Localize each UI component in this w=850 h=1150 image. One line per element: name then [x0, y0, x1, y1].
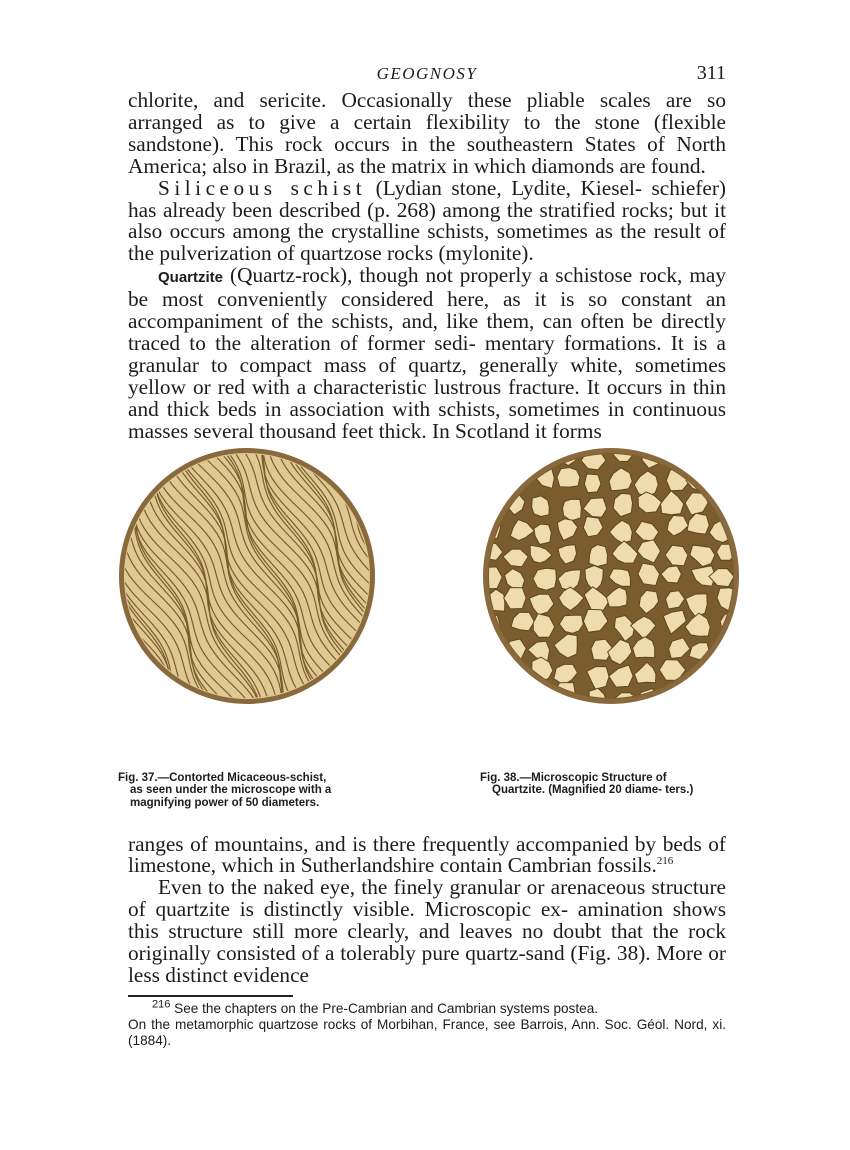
quartz-grain [482, 686, 500, 707]
figure-38-micrograph [480, 445, 742, 707]
quartz-grain [740, 562, 742, 588]
quartz-grain [741, 613, 742, 639]
quartz-grain [739, 584, 742, 607]
quartz-grain [557, 467, 580, 487]
paragraph-quartzite-text: (Quartz-rock), though not properly a schistose rock, may be most conveniently considered here, as it is so constant an accompaniment of the schists, and, like them, can often be directly traced to the alteration of former sedi- mentary formations. It is a granular to compact mass of quartz, generally white, sometimes yellow or red with a characteristic lustrous fracture. It occurs in thin and thick beds in association with schists, sometimes in continuous masses several thousand feet thick. In Scotland it forms [128, 263, 727, 443]
figure-37-micrograph [116, 445, 378, 707]
quartz-grain [532, 495, 550, 516]
footnote-rule [128, 995, 293, 997]
quartz-grain [741, 687, 742, 706]
caption-fig-37 [118, 772, 340, 810]
caption-fig-38-rest: Quartzite. (Magnified 20 diame- ters.) [492, 784, 694, 796]
paragraph-siliceous-schist-text: (Lydian stone, Lydite, Kiesel- schiefer) has already been described (p. 268) among the stratified rocks; but it also occurs among the crystalline schists, sometimes as the result of the pulverization of quartzose rocks (mylonite). [128, 175, 727, 266]
term-siliceous-schist: Siliceous schist [158, 175, 367, 200]
quartz-grain [480, 663, 504, 686]
page-number: 311 [696, 62, 726, 84]
top-text [128, 90, 726, 443]
caption-fig-38-line1: Fig. 38.—Microscopic Structure of [480, 771, 667, 784]
quartz-grain [687, 683, 712, 705]
bottom-text [128, 831, 726, 987]
paragraph-chlorite: chlorite, and sericite. Occasionally these pliable scales are so arranged as to give a certain flexibility to the stone (flexible sandstone). This rock occurs in the southeastern States of North America; also in Brazil, as the matrix in which diamonds are found. [128, 88, 726, 178]
quartz-grain [691, 446, 711, 466]
quartz-grain [532, 445, 556, 464]
figure-row [128, 445, 726, 770]
figure-captions [118, 771, 726, 834]
quartz-grain [505, 684, 527, 705]
paragraph-ranges-text: ranges of mountains, and is there frequently accompanied by beds of limestone, which in Sutherlandshire contain Cambrian fossils. [128, 831, 726, 878]
quartz-grain [713, 468, 733, 492]
quartz-grain [480, 640, 498, 662]
quartz-grain [718, 688, 736, 707]
paragraph-naked-eye: Even to the naked eye, the finely granular or arenaceous structure of quartzite is distinctly visible. Microscopic ex- amination shows this structure still more clearly, and leaves no doubt that the rock originally consisted of a tolerably pure quartz-sand (Fig. 38). More or less distinct evidence [128, 875, 726, 987]
quartz-grain [740, 468, 742, 490]
footnote-number: 216 [152, 998, 171, 1011]
quartz-grain [485, 471, 503, 491]
footnote-ref-216[interactable]: 216 [656, 855, 674, 868]
paragraph-siliceous-schist [128, 175, 727, 266]
running-head: GEOGNOSY [376, 64, 478, 83]
term-quartzite: Quartzite [158, 269, 224, 287]
quartz-grain [714, 666, 737, 685]
quartz-grain [589, 544, 608, 566]
quartz-grain [534, 688, 551, 706]
caption-fig-37-line1: Fig. 37.—Contorted Micaceous-schist, [118, 771, 327, 784]
quartz-grain [505, 445, 529, 466]
paragraph-quartzite [128, 265, 726, 442]
caption-fig-38 [480, 772, 732, 797]
paragraph-ranges [128, 831, 726, 878]
quartz-grain [584, 474, 601, 493]
quartz-grain [484, 446, 502, 467]
footnote-216-text: See the chapters on the Pre-Cambrian and Cambrian systems postea. [174, 1000, 599, 1016]
quartz-grain [716, 448, 735, 470]
quartz-grain [741, 521, 742, 541]
footnote-216-line2: On the metamorphic quartzose rocks of Morbihan, France, see Barrois, Ann. Soc. Géol. Nord, xi. (1884). [128, 1016, 726, 1048]
page [118, 60, 727, 1049]
caption-fig-37-rest: as seen under the microscope with a magnifying power of 50 diameters. [130, 784, 332, 809]
page-header [128, 60, 726, 90]
footnote-216-line1 [128, 998, 726, 1017]
footnotes [128, 998, 726, 1049]
